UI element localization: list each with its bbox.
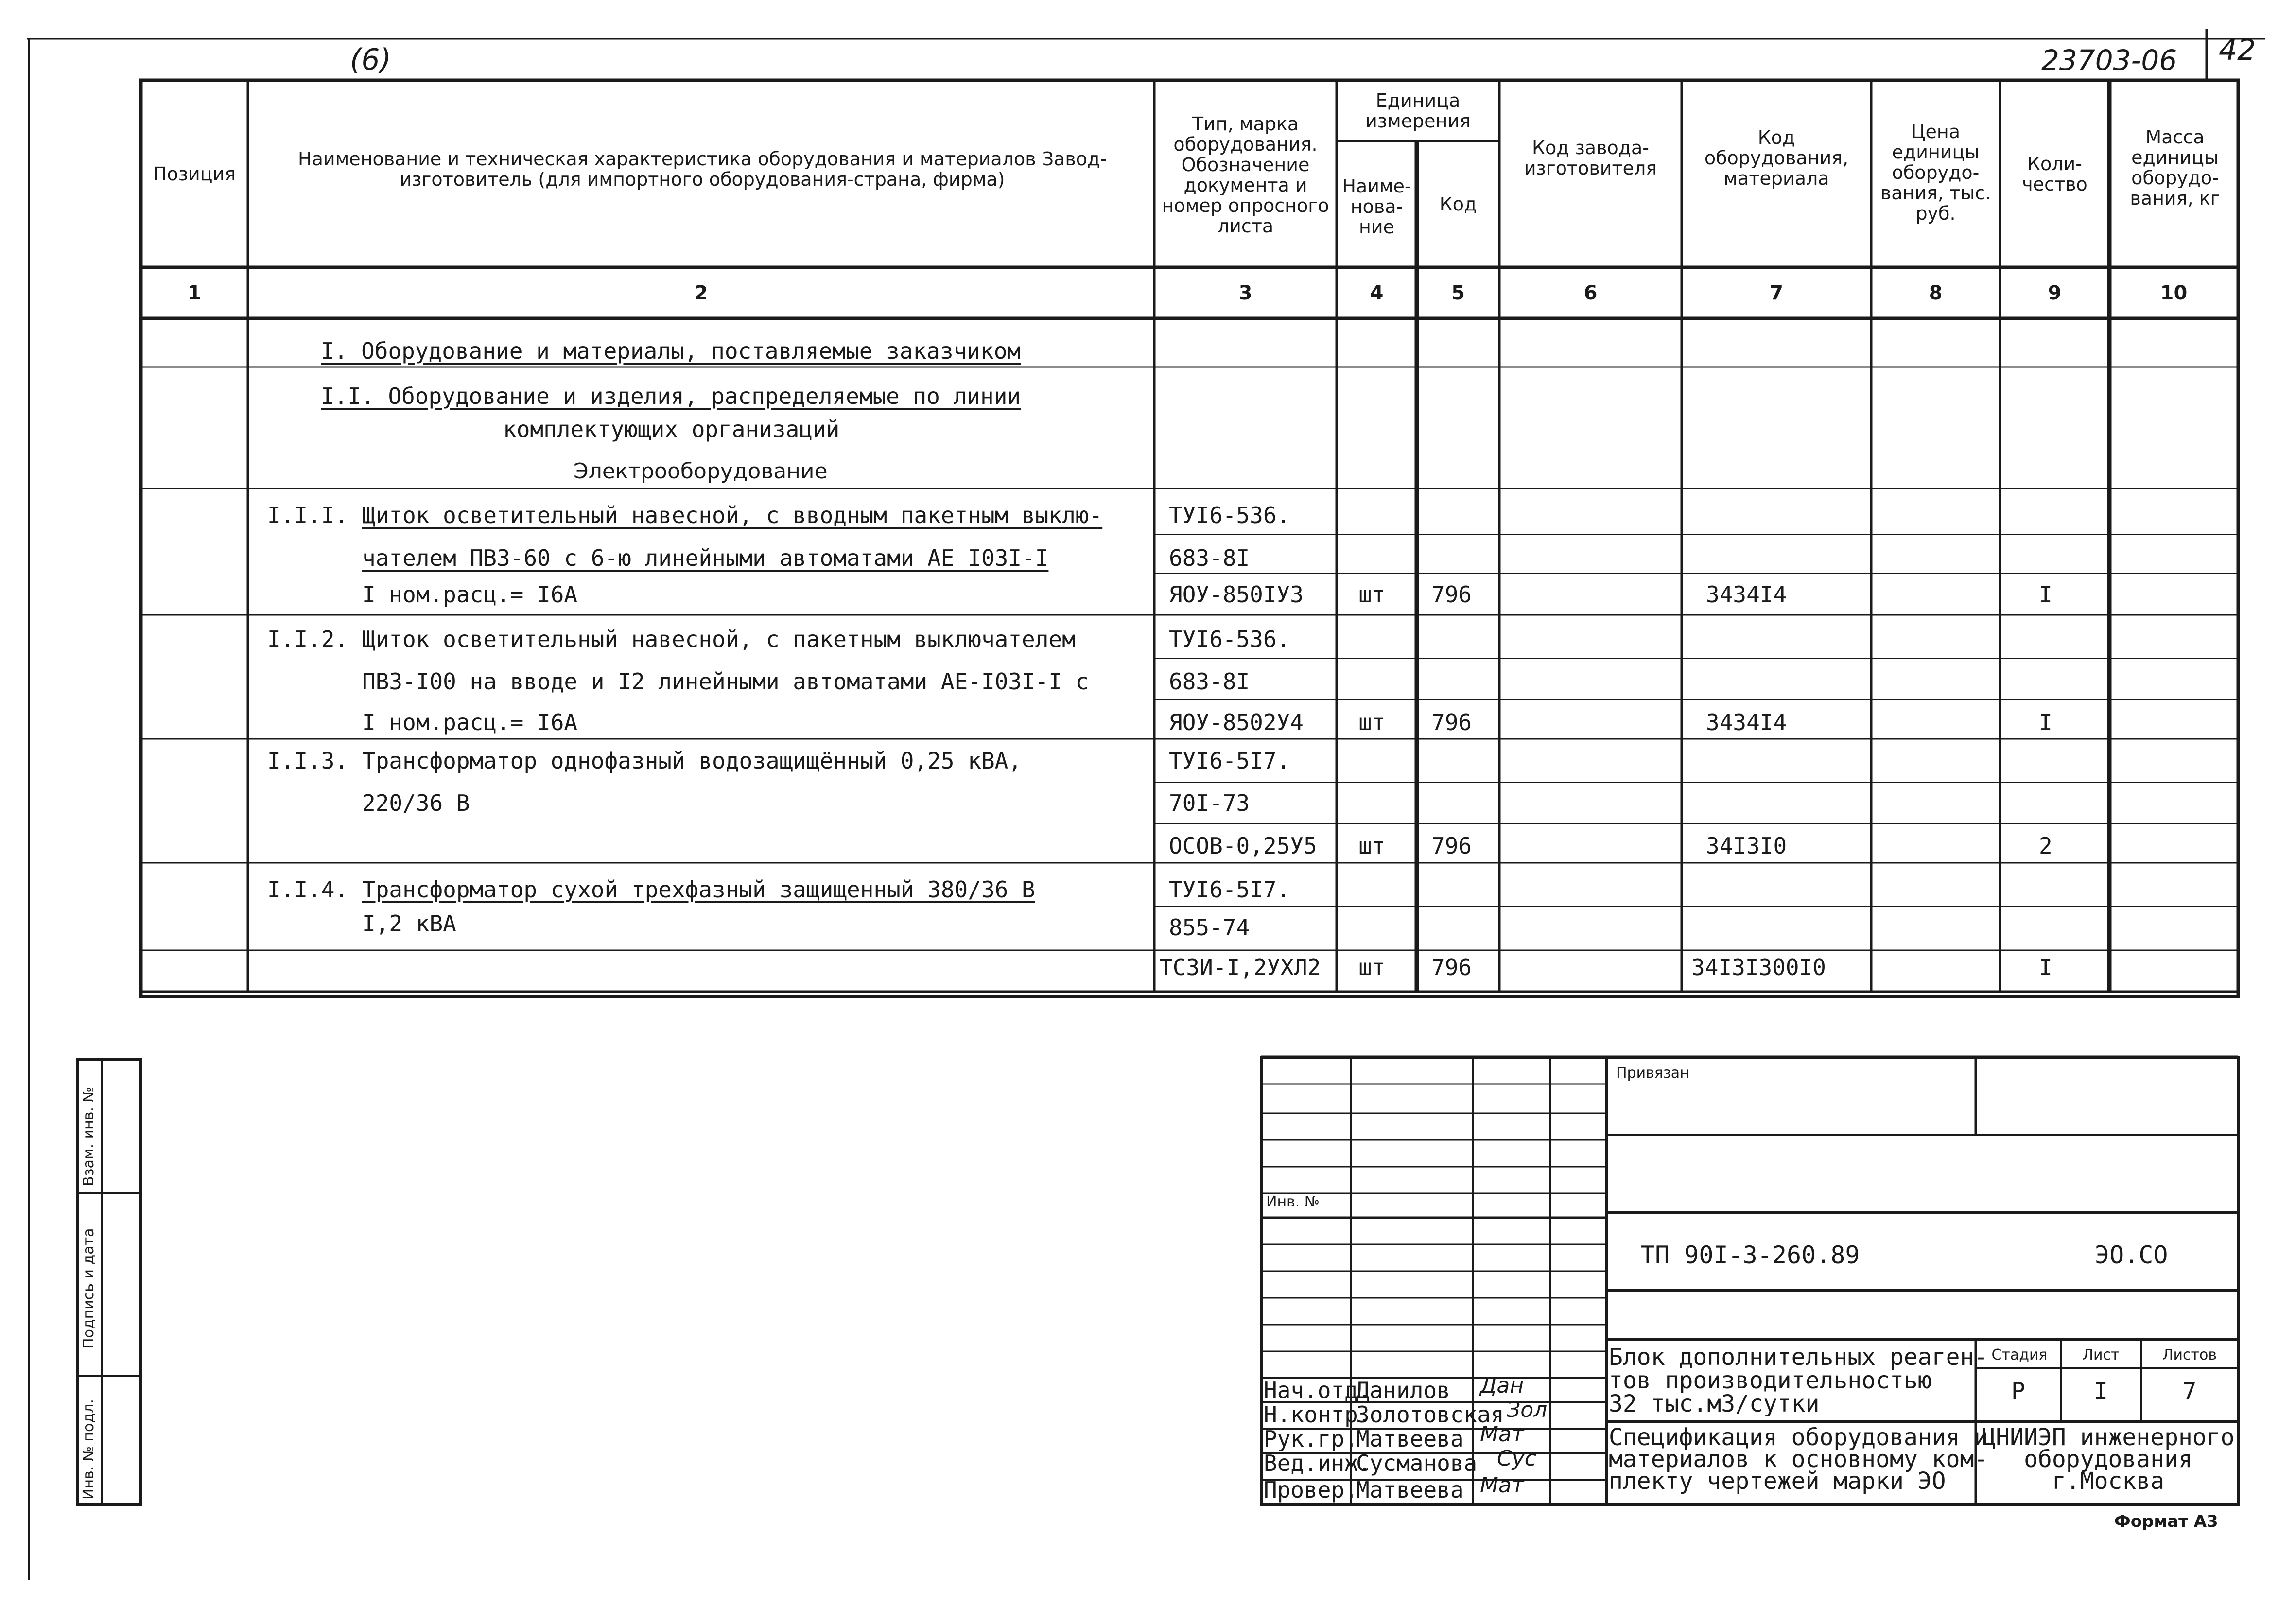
- header-mass: Масса единицы оборудо-вания, кг: [2130, 126, 2220, 209]
- item-type: ТУI6-536.: [1169, 502, 1290, 528]
- item-description: Щиток осветительный навесной, с вводным пакетным выклю-: [362, 502, 1103, 528]
- tb-spec-line: Спецификация оборудования и: [1609, 1424, 1988, 1451]
- page-number: 42: [2219, 33, 2256, 67]
- tb-spec-line: плекту чертежей марки ЭО: [1609, 1468, 1946, 1495]
- item-quantity: I: [2039, 954, 2052, 980]
- item-type: 70I-73: [1169, 790, 1250, 816]
- item-position: I.I.2.: [267, 626, 348, 652]
- item-equipment-code: 3434I4: [1706, 709, 1787, 735]
- tb-inv-label: Инв. №: [1266, 1193, 1320, 1210]
- item-description: I ном.расц.= I6А: [362, 581, 578, 608]
- item-type: ОСОВ-0,25У5: [1169, 833, 1317, 859]
- tb-sheet: I: [2094, 1378, 2108, 1405]
- item-description: I,2 кВА: [362, 910, 456, 937]
- col-number-10: 10: [2160, 281, 2188, 304]
- item-position: I.I.3.: [267, 748, 348, 774]
- item-position: I.I.I.: [267, 502, 348, 528]
- item-position: I.I.4.: [267, 876, 348, 903]
- item-unit: шт: [1358, 709, 1386, 735]
- tb-org-line: ЦНИИЭП инженерного: [1982, 1424, 2235, 1451]
- tb-name-line: Блок дополнительных реаген-: [1609, 1344, 1988, 1371]
- item-type: ТСЗИ-I,2УХЛ2: [1159, 954, 1321, 980]
- sig-name: Данилов: [1356, 1377, 1450, 1403]
- item-type: ТУI6-5I7.: [1169, 876, 1290, 903]
- item-equipment-code: 34I3I300I0: [1691, 954, 1826, 980]
- item-type: 683-8I: [1169, 668, 1250, 695]
- item-type: ЯОУ-8502У4: [1169, 709, 1304, 735]
- subsection-heading-cont: комплектующих организаций: [503, 416, 840, 442]
- header-unit-code: Код: [1439, 193, 1477, 215]
- tb-sheet-label: Лист: [2082, 1346, 2120, 1363]
- tb-name-line: тов производительностью: [1609, 1367, 1932, 1394]
- item-quantity: I: [2039, 709, 2052, 735]
- tb-privyazan-label: Привязан: [1616, 1065, 1689, 1082]
- item-type: ТУI6-5I7.: [1169, 748, 1290, 774]
- header-type: Тип, марка оборудования. Обозначение документа и номер опросного листа: [1162, 113, 1329, 237]
- item-description: чателем ПВЗ-60 с 6-ю линейными автоматами АЕ I03I-I: [362, 545, 1049, 571]
- col-number-9: 9: [2048, 281, 2062, 304]
- tb-sheets-label: Листов: [2162, 1346, 2217, 1363]
- group-heading: Электрооборудование: [574, 459, 828, 484]
- stamp-replacement-inv: Взам. инв. №: [80, 1087, 97, 1186]
- item-quantity: I: [2039, 581, 2052, 608]
- document-number: 23703-06: [2041, 44, 2177, 77]
- subsection-heading: I.I. Оборудование и изделия, распределяемые по линии: [321, 383, 1021, 409]
- item-type: ТУI6-536.: [1169, 626, 1290, 652]
- tb-stage-label: Стадия: [1991, 1346, 2048, 1363]
- header-unit-group: Единица измерения: [1365, 89, 1471, 132]
- col-number-6: 6: [1583, 281, 1598, 304]
- sig-signature: Мат: [1480, 1422, 1524, 1447]
- header-price: Цена единицы оборудо-вания, тыс. руб.: [1880, 121, 1991, 224]
- header-factory-code: Код завода-изготовителя: [1524, 137, 1657, 179]
- item-type: 683-8I: [1169, 545, 1250, 571]
- item-unit: шт: [1358, 581, 1386, 608]
- tb-mark: ЭО.СО: [2095, 1241, 2168, 1269]
- item-unit: шт: [1358, 833, 1386, 859]
- tb-stage: Р: [2011, 1378, 2025, 1405]
- tb-spec-line: материалов к основному ком-: [1609, 1446, 1988, 1473]
- sig-name: Золотовская: [1356, 1401, 1504, 1428]
- sig-role: Рук.гр.: [1264, 1426, 1358, 1452]
- item-description: I ном.расц.= I6А: [362, 709, 578, 735]
- item-type: 855-74: [1169, 914, 1250, 941]
- sig-role: Н.контр.: [1264, 1401, 1372, 1428]
- section-heading: I. Оборудование и материалы, поставляемые заказчиком: [321, 338, 1021, 364]
- item-description: 220/36 В: [362, 790, 470, 816]
- col-number-7: 7: [1770, 281, 1783, 304]
- header-name: Наименование и техническая характеристика оборудования и материалов Завод-изготовитель (для импортного оборудования-страна, фирма): [298, 148, 1107, 190]
- stamp-signature-date: Подпись и дата: [80, 1228, 97, 1349]
- tb-org-line: г.Москва: [2052, 1468, 2165, 1495]
- col-number-4: 4: [1370, 281, 1384, 304]
- item-description: ПВЗ-I00 на вводе и I2 линейными автоматами АЕ-I03I-I с: [362, 668, 1089, 695]
- item-unit: шт: [1358, 954, 1386, 980]
- header-unit-name: Наиме-нова-ние: [1342, 175, 1411, 238]
- item-unit-code: 796: [1431, 581, 1472, 608]
- sig-signature: Сус: [1497, 1446, 1536, 1471]
- stamp-original-inv: Инв. № подл.: [80, 1399, 97, 1500]
- header-equipment-code: Код оборудования, материала: [1704, 127, 1849, 189]
- header-quantity: Коли-чество: [2022, 153, 2087, 195]
- item-description: Трансформатор сухой трехфазный защищенный 380/36 В: [362, 876, 1035, 903]
- tb-name-line: 32 тыс.м3/сутки: [1609, 1390, 1820, 1417]
- item-type: ЯОУ-850IУЗ: [1169, 581, 1304, 608]
- col-number-1: 1: [188, 281, 201, 304]
- sig-role: Нач.отд.: [1264, 1377, 1372, 1403]
- sig-name: Сусманова: [1356, 1450, 1478, 1476]
- header-position: Позиция: [153, 163, 236, 185]
- tb-designation: ТП 90I-3-260.89: [1640, 1241, 1860, 1269]
- tb-org-line: оборудования: [2024, 1446, 2192, 1473]
- sig-signature: Дан: [1480, 1373, 1524, 1398]
- item-unit-code: 796: [1431, 954, 1472, 980]
- sheet-mark: (6): [350, 43, 391, 77]
- sig-signature: Мат: [1480, 1473, 1524, 1498]
- col-number-3: 3: [1238, 281, 1252, 304]
- col-number-8: 8: [1929, 281, 1943, 304]
- sig-role: Провер.: [1264, 1477, 1358, 1503]
- sig-name: Матвеева: [1356, 1477, 1464, 1503]
- sig-name: Матвеева: [1356, 1426, 1464, 1452]
- col-number-5: 5: [1451, 281, 1465, 304]
- sig-role: Вед.инж.: [1264, 1450, 1372, 1476]
- item-equipment-code: 3434I4: [1706, 581, 1787, 608]
- item-description: Трансформатор однофазный водозащищённый 0,25 кВА,: [362, 748, 1022, 774]
- item-description: Щиток осветительный навесной, с пакетным выключателем: [362, 626, 1076, 652]
- col-number-2: 2: [694, 281, 708, 304]
- item-unit-code: 796: [1431, 833, 1472, 859]
- tb-sheets: 7: [2182, 1378, 2197, 1405]
- item-quantity: 2: [2039, 833, 2052, 859]
- sig-signature: Зол: [1507, 1398, 1548, 1422]
- item-unit-code: 796: [1431, 709, 1472, 735]
- item-equipment-code: 34I3I0: [1706, 833, 1787, 859]
- format-label: Формат А3: [2114, 1512, 2218, 1531]
